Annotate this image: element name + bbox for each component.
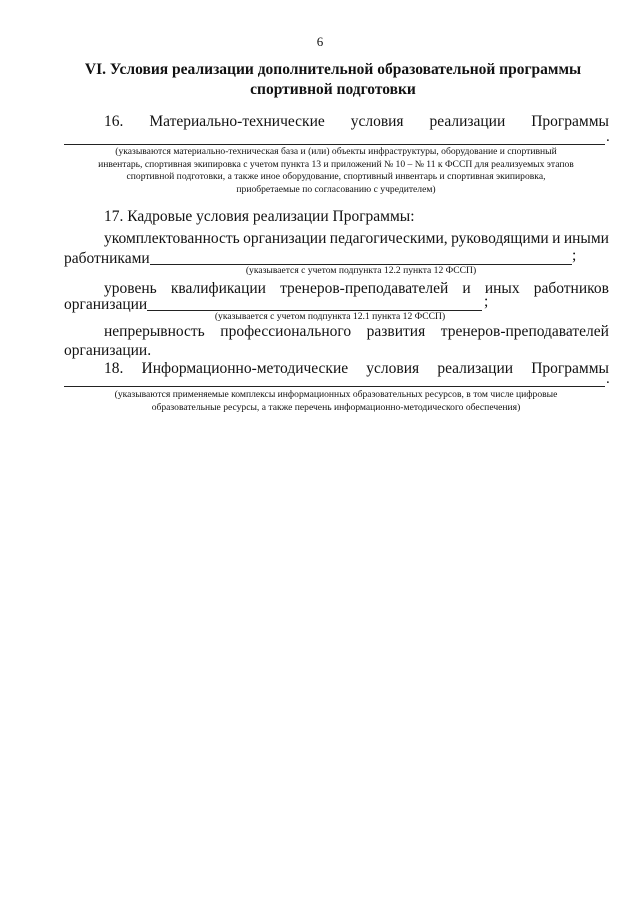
item18-note-line: образовательные ресурсы, а также перечень информационно-методического обеспечения) (151, 401, 521, 413)
item16-end-mark: . (606, 129, 610, 145)
item18-word: Программы (531, 360, 609, 377)
item16-note (80, 146, 592, 196)
development-word: профессионального (220, 323, 352, 340)
item16-note-line: (указываются материально-техническая база и (или) объекты инфраструктуры, оборудование и спортивный (115, 146, 557, 157)
item18-word: Информационно-методические (141, 360, 349, 377)
staffing-word: укомплектованность (104, 230, 240, 247)
staffing-line (104, 230, 609, 248)
staffing-word: организации (243, 230, 327, 247)
item16-word: условия (350, 113, 404, 130)
staffing-word: иными (563, 230, 609, 247)
staffing-note: (указывается с учетом подпункта 12.2 пункта 12 ФССП) (245, 265, 477, 276)
item16-number: 16. (104, 113, 124, 130)
item18-word: реализации (437, 360, 514, 377)
item16-word: реализации (429, 113, 506, 130)
section-title-line2: спортивной подготовки (250, 81, 416, 98)
qualification-word: квалификации (170, 280, 266, 297)
item16-fill-line (64, 144, 605, 145)
page-number: 6 (316, 34, 324, 49)
staffing-word: педагогическими, (329, 230, 448, 247)
item16-note-line: спортивной подготовки, а также иное оборудование, спортивный инвентарь и спортивная экипировка, (126, 171, 546, 182)
section-title (70, 60, 596, 100)
staffing-end-mark: ; (572, 247, 577, 264)
qualification-word: иных (484, 280, 520, 297)
qualification-word: тренеров-преподавателей (280, 280, 449, 297)
item16-note-line: приобретаемые по согласованию с учредителем) (236, 183, 436, 195)
item16-line (104, 113, 609, 131)
qualification-note: (указывается с учетом подпункта 12.1 пункта 12 ФССП) (214, 311, 446, 322)
section-title-line1: VI. Условия реализации дополнительной образовательной программы (84, 61, 582, 78)
item16-note-line: инвентарь, спортивная экипировка с учетом пункта 13 и приложений № 10 – № 11 к ФССП для реализуемых этапов (98, 158, 574, 170)
development-line2: организации. (64, 342, 152, 359)
staffing-word: и (552, 230, 561, 247)
development-word: развития (366, 323, 426, 340)
item18-word: условия (366, 360, 420, 377)
item18-end-mark: . (606, 371, 610, 387)
item18-note-line: (указываются применяемые комплексы информационных образовательных ресурсов, в том числе цифровые (114, 389, 558, 400)
item16-word: Программы (531, 113, 609, 130)
staffing-word: руководящими (451, 230, 549, 247)
development-word: непрерывность (104, 323, 205, 340)
item18-number: 18. (104, 360, 124, 377)
item18-line (104, 360, 609, 378)
qualification-word: уровень (104, 280, 157, 297)
item18-fill-line (64, 386, 605, 387)
development-line (104, 323, 609, 341)
item18-note (80, 389, 592, 414)
item16-word: Материально-технические (149, 113, 325, 130)
qualification-word: работников (533, 280, 609, 297)
qualification-end-mark: ; (484, 293, 489, 310)
staffing-label: работниками (64, 250, 150, 267)
development-word: тренеров-преподавателей (440, 323, 609, 340)
qualification-label: организации (64, 296, 148, 313)
item17-heading: 17. Кадровые условия реализации Программы: (104, 208, 415, 225)
qualification-word: и (462, 280, 471, 297)
